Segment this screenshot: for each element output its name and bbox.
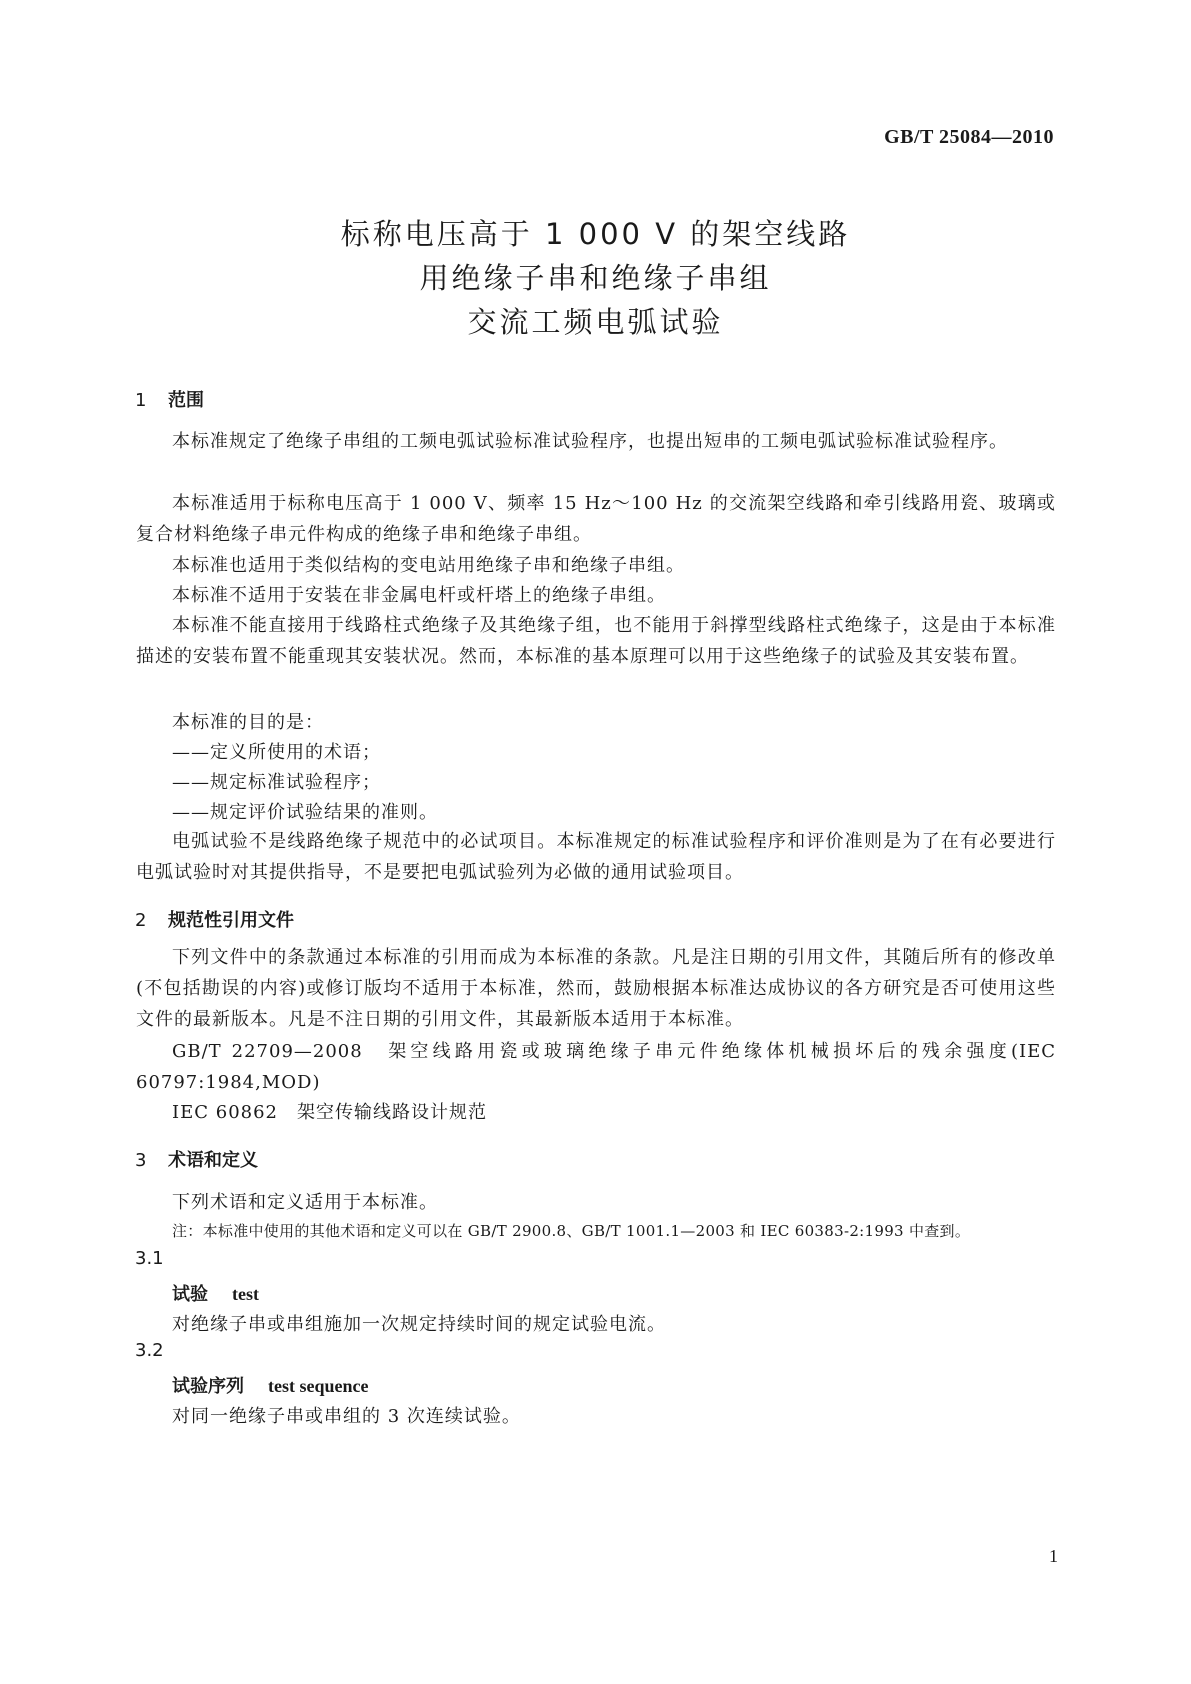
reference-item: GB/T 22709—2008 架空线路用瓷或玻璃绝缘子串元件绝缘体机械损坏后的残余强度(IEC 60797:1984,MOD) xyxy=(136,1041,1056,1093)
clause-number: 3.1 xyxy=(135,1248,164,1269)
title-line-3: 交流工频电弧试验 xyxy=(467,305,724,339)
section-3-heading xyxy=(135,1146,258,1172)
paragraph: 下列术语和定义适用于本标准。 xyxy=(172,1192,438,1213)
section-number: 1 xyxy=(135,390,147,411)
section-number: 2 xyxy=(135,910,147,931)
list-item: ——规定评价试验结果的准则。 xyxy=(172,802,438,823)
title-line-1: 标称电压高于 1 000 V 的架空线路 xyxy=(340,217,851,251)
paragraph: 本标准的目的是： xyxy=(172,712,324,733)
reference-item: IEC 60862 架空传输线路设计规范 xyxy=(172,1102,488,1123)
paragraph: 本标准不适用于安装在非金属电杆或杆塔上的绝缘子串组。 xyxy=(172,585,666,606)
page-number: 1 xyxy=(1049,1546,1058,1566)
paragraph: 本标准适用于标称电压高于 1 000 V、频率 15 Hz～100 Hz 的交流架空线路和牵引线路用瓷、玻璃或复合材料绝缘子串元件构成的绝缘子串和绝缘子串组。 xyxy=(136,493,1056,545)
term-en: test xyxy=(232,1284,259,1304)
list-item: ——定义所使用的术语； xyxy=(172,742,381,763)
paragraph: 本标准不能直接用于线路柱式绝缘子及其绝缘子组，也不能用于斜撑型线路柱式绝缘子，这是由于本标准描述的安装布置不能重现其安装状况。然而，本标准的基本原理可以用于这些绝缘子的试验及其安装布置。 xyxy=(136,615,1056,667)
term-zh: 试验 xyxy=(172,1284,208,1305)
paragraph: 本标准规定了绝缘子串组的工频电弧试验标准试验程序，也提出短串的工频电弧试验标准试验程序。 xyxy=(172,431,1008,452)
term-definition: 对同一绝缘子串或串组的 3 次连续试验。 xyxy=(172,1406,521,1427)
clause-number: 3.2 xyxy=(135,1340,164,1361)
paragraph: 本标准也适用于类似结构的变电站用绝缘子串和绝缘子串组。 xyxy=(172,555,685,576)
term-en: test sequence xyxy=(268,1376,369,1396)
section-title: 术语和定义 xyxy=(168,1150,258,1171)
section-number: 3 xyxy=(135,1150,147,1171)
section-2-heading xyxy=(135,906,294,932)
title-line-2: 用绝缘子串和绝缘子串组 xyxy=(419,261,772,295)
document-title xyxy=(0,212,1191,344)
list-item: ——规定标准试验程序； xyxy=(172,772,381,793)
term-definition: 对绝缘子串或串组施加一次规定持续时间的规定试验电流。 xyxy=(172,1314,666,1335)
term-zh: 试验序列 xyxy=(172,1376,244,1397)
note: 注：本标准中使用的其他术语和定义可以在 GB/T 2900.8、GB/T 1001.1—2003 和 IEC 60383-2:1993 中查到。 xyxy=(172,1222,971,1240)
standard-number: GB/T 25084—2010 xyxy=(884,126,1054,148)
section-title: 规范性引用文件 xyxy=(168,910,294,931)
section-1-heading xyxy=(135,386,204,412)
paragraph: 电弧试验不是线路绝缘子规范中的必试项目。本标准规定的标准试验程序和评价准则是为了在有必要进行电弧试验时对其提供指导，不是要把电弧试验列为必做的通用试验项目。 xyxy=(136,831,1056,883)
term-entry xyxy=(172,1372,368,1398)
paragraph: 下列文件中的条款通过本标准的引用而成为本标准的条款。凡是注日期的引用文件，其随后所有的修改单(不包括勘误的内容)或修订版均不适用于本标准，然而，鼓励根据本标准达成协议的各方研究是否可使用这些文件的最新版本。凡是不注日期的引用文件，其最新版本适用于本标准。 xyxy=(136,947,1056,1030)
section-title: 范围 xyxy=(168,390,204,411)
term-entry xyxy=(172,1280,259,1306)
